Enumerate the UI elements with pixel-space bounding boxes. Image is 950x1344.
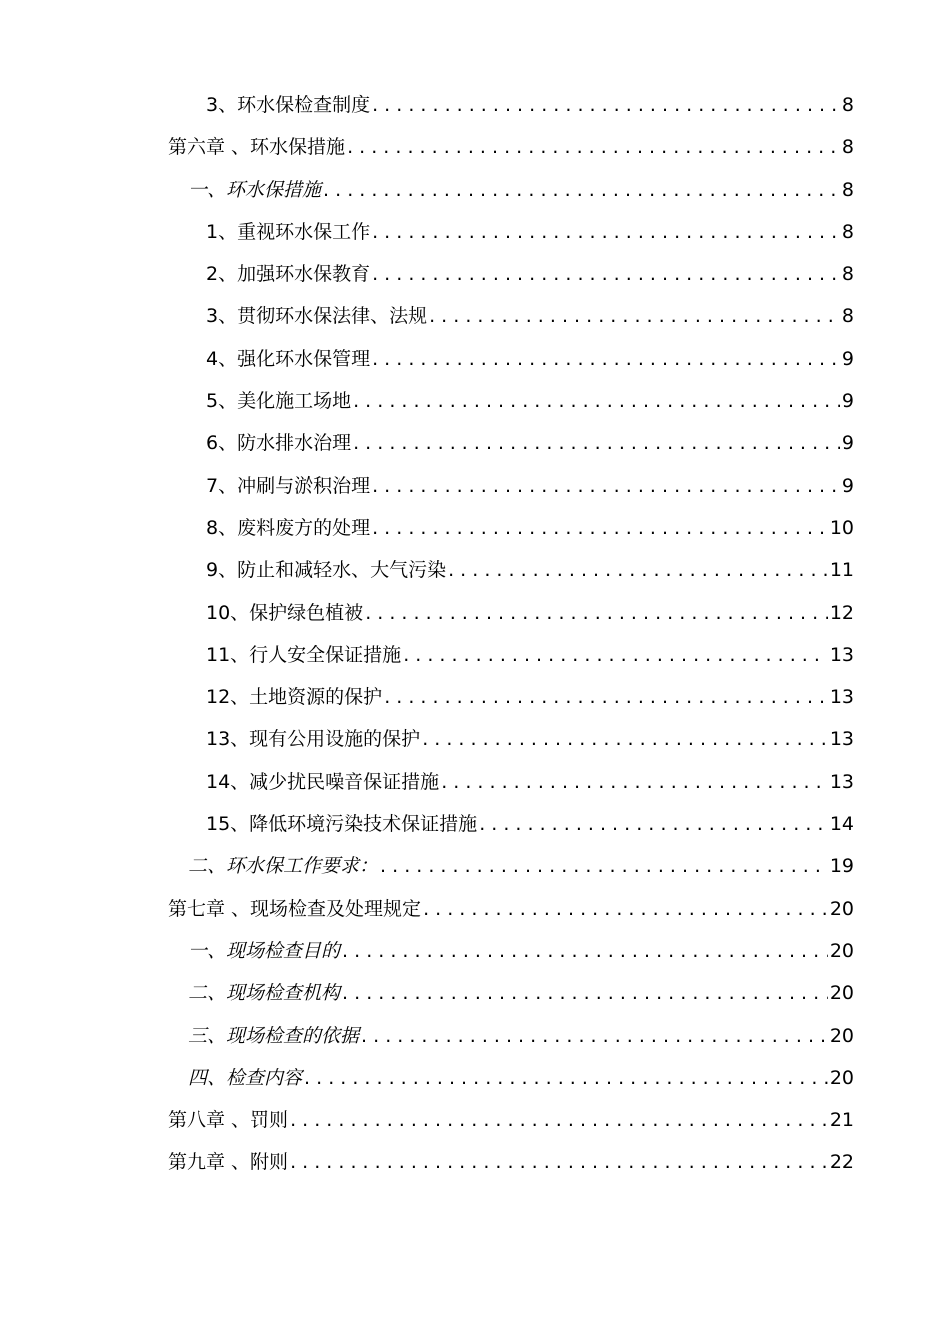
toc-entry-title: 环水保措施 [250,136,346,159]
dot-leader [370,465,840,507]
dot-leader [288,1141,828,1183]
toc-entry[interactable] [0,718,950,760]
dot-leader [302,1057,828,1099]
dot-leader [370,338,840,380]
toc-entry[interactable] [0,592,950,634]
toc-entry-page-number: 10 [829,516,854,539]
toc-entry[interactable] [0,84,950,126]
toc-entry[interactable] [0,211,950,253]
toc-entry-page-number: 13 [829,770,854,793]
toc-entry[interactable] [0,803,950,845]
toc-entry-title: 15、降低环境污染技术保证措施 [206,813,478,836]
toc-entry-page-number: 8 [841,220,854,243]
dot-leader [401,634,828,676]
toc-entry[interactable] [0,1057,950,1099]
toc-entry[interactable] [0,1015,950,1057]
toc-entry-title: 6、防水排水治理 [206,432,352,455]
toc-entry-title: 8、废料废方的处理 [206,516,371,539]
dot-leader [421,888,828,930]
dot-leader [446,549,828,591]
toc-entry[interactable] [0,761,950,803]
toc-entry-title: 检查内容 [226,1066,303,1089]
toc-entry-page-number: 14 [829,813,854,836]
dot-leader [420,718,828,760]
toc-entry[interactable] [0,549,950,591]
toc-entry-title: 现场检查及处理规定 [250,897,422,920]
toc-entry[interactable] [0,676,950,718]
toc-entry-page-number: 21 [829,1109,854,1132]
dot-leader [340,930,828,972]
toc-entry-page-number: 13 [829,686,854,709]
dot-leader [370,211,840,253]
toc-entry-page-number: 8 [841,178,854,201]
toc-entry-page-number: 22 [829,1151,854,1174]
toc-entry[interactable] [0,380,950,422]
toc-entry-page-number: 20 [829,1024,854,1047]
toc-entry[interactable] [0,845,950,887]
toc-entry-number: 第七章 、 [168,897,251,920]
dot-leader [439,761,828,803]
toc-entry-page-number: 13 [829,643,854,666]
dot-leader [340,972,828,1014]
toc-entry-page-number: 9 [841,390,854,413]
toc-entry-page-number: 11 [829,559,854,582]
toc-entry[interactable] [0,1099,950,1141]
toc-entry-number: 一、 [188,939,227,962]
toc-entry-title: 2、加强环水保教育 [206,263,371,286]
toc-entry-title: 现场检查目的 [226,939,341,962]
toc-entry[interactable] [0,338,950,380]
toc-entry[interactable] [0,930,950,972]
toc-entry-page-number: 20 [829,897,854,920]
toc-entry[interactable] [0,253,950,295]
toc-entry[interactable] [0,888,950,930]
dot-leader [321,169,840,211]
dot-leader [345,126,840,168]
toc-entry-title: 环水保措施 [226,178,322,201]
dot-leader [370,507,828,549]
toc-entry-title: 附则 [250,1151,289,1174]
dot-leader [370,84,840,126]
toc-entry-number: 第六章 、 [168,136,251,159]
toc-entry-page-number: 9 [841,347,854,370]
toc-entry-page-number: 12 [829,601,854,624]
toc-entry[interactable] [0,422,950,464]
toc-entry-title: 现场检查机构 [226,982,341,1005]
toc-entry[interactable] [0,465,950,507]
toc-entry[interactable] [0,507,950,549]
dot-leader [351,422,840,464]
dot-leader [477,803,828,845]
toc-entry-number: 二、 [188,982,227,1005]
toc-entry-page-number: 19 [829,855,854,878]
toc-entry-page-number: 8 [841,263,854,286]
dot-leader [288,1099,828,1141]
dot-leader [378,845,828,887]
toc-entry-title: 11、行人安全保证措施 [206,643,402,666]
toc-entry-title: 环水保工作要求： [226,855,379,878]
toc-entry-title: 现场检查的依据 [226,1024,360,1047]
toc-entry[interactable] [0,972,950,1014]
toc-entry-number: 第九章 、 [168,1151,251,1174]
toc-entry[interactable] [0,126,950,168]
toc-entry-page-number: 9 [841,432,854,455]
toc-entry-page-number: 8 [841,305,854,328]
toc-entry-title: 13、现有公用设施的保护 [206,728,421,751]
toc-entry-title: 12、土地资源的保护 [206,686,383,709]
toc-entry-title: 罚则 [250,1109,289,1132]
toc-entry-page-number: 20 [829,939,854,962]
toc-entry-title: 1、重视环水保工作 [206,220,371,243]
toc-entry-title: 3、环水保检查制度 [206,94,371,116]
toc-entry-number: 第八章 、 [168,1109,251,1132]
dot-leader [382,676,828,718]
dot-leader [351,380,840,422]
toc-entry[interactable] [0,634,950,676]
toc-entry-title: 7、冲刷与淤积治理 [206,474,371,497]
table-of-contents [0,84,950,1184]
toc-entry-title: 14、减少扰民噪音保证措施 [206,770,440,793]
toc-entry-title: 9、防止和减轻水、大气污染 [206,559,447,582]
dot-leader [370,253,840,295]
toc-entry-number: 一、 [188,178,227,201]
dot-leader [363,592,828,634]
toc-entry[interactable] [0,295,950,337]
dot-leader [427,295,840,337]
toc-entry-title: 5、美化施工场地 [206,390,352,413]
toc-entry-page-number: 20 [829,982,854,1005]
toc-entry-number: 四、 [188,1066,227,1089]
toc-entry-page-number: 8 [841,136,854,159]
toc-entry-page-number: 13 [829,728,854,751]
toc-entry-title: 4、强化环水保管理 [206,347,371,370]
toc-entry[interactable] [0,1141,950,1183]
toc-entry-page-number: 8 [841,94,854,116]
toc-entry-number: 二、 [188,855,227,878]
dot-leader [359,1015,828,1057]
toc-entry-title: 10、保护绿色植被 [206,601,364,624]
toc-entry-page-number: 9 [841,474,854,497]
toc-entry-number: 三、 [188,1024,227,1047]
toc-entry[interactable] [0,169,950,211]
toc-entry-title: 3、贯彻环水保法律、法规 [206,305,428,328]
toc-entry-page-number: 20 [829,1066,854,1089]
